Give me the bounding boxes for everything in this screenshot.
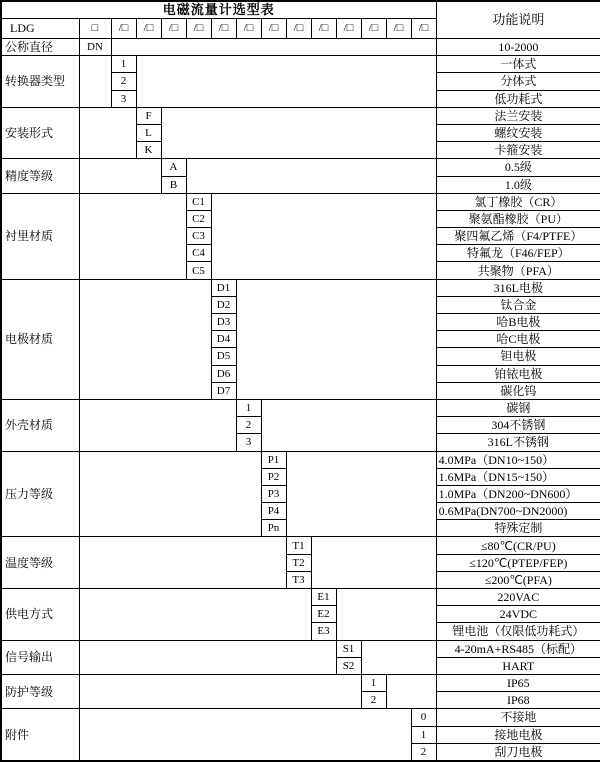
function-column-header: 功能说明 (436, 1, 600, 39)
spacer-cell (161, 107, 436, 159)
code-cell: P4 (261, 503, 286, 520)
desc-cell: 氯丁橡胶（CR） (436, 193, 600, 210)
spacer-cell (79, 56, 111, 108)
model-slot-cell: /□ (186, 19, 211, 39)
desc-cell: 4.0MPa（DN10~150） (436, 451, 600, 468)
code-cell: D3 (211, 314, 236, 331)
code-cell: T1 (286, 537, 311, 554)
code-cell: D7 (211, 382, 236, 399)
desc-cell: 24VDC (436, 606, 600, 623)
code-cell: B (161, 176, 186, 193)
code-cell: A (161, 159, 186, 176)
desc-cell: 0.5级 (436, 159, 600, 176)
desc-cell: 锂电池（仅限低功耗式） (436, 623, 600, 640)
spacer-cell (79, 279, 211, 399)
code-cell: C3 (186, 228, 211, 245)
desc-cell: 304不锈钢 (436, 417, 600, 434)
code-cell: P2 (261, 468, 286, 485)
desc-cell: 一体式 (436, 56, 600, 73)
category-label-converter-type: 转换器类型 (1, 56, 79, 108)
code-cell: P3 (261, 485, 286, 502)
desc-cell: 1.0级 (436, 176, 600, 193)
code-cell: D1 (211, 279, 236, 296)
code-cell: S1 (336, 640, 361, 657)
code-cell: E1 (311, 589, 336, 606)
desc-cell: 316L电极 (436, 279, 600, 296)
code-cell: 3 (111, 90, 136, 107)
code-cell: C2 (186, 210, 211, 227)
spacer-cell (79, 537, 286, 589)
code-cell: 2 (361, 692, 386, 709)
category-label-accessories: 附件 (1, 709, 79, 761)
code-cell: 2 (411, 743, 436, 761)
spacer-cell (79, 674, 361, 708)
desc-cell: 聚四氟乙烯（F4/PTFE） (436, 228, 600, 245)
code-cell: 1 (411, 726, 436, 743)
code-cell: S2 (336, 657, 361, 674)
category-label-protection-rating: 防护等级 (1, 674, 79, 708)
desc-cell: 螺纹安装 (436, 124, 600, 141)
desc-cell: 刮刀电极 (436, 743, 600, 761)
model-box-cell: □ (79, 19, 111, 39)
spacer-cell (261, 399, 436, 451)
desc-cell: 法兰安装 (436, 107, 600, 124)
desc-cell: 分体式 (436, 73, 600, 90)
model-slot-cell: /□ (386, 19, 411, 39)
desc-cell: ≤120℃(PTEP/FEP) (436, 554, 600, 571)
desc-cell: 哈C电极 (436, 331, 600, 348)
code-cell: 3 (236, 434, 261, 451)
desc-cell: 哈B电极 (436, 314, 600, 331)
model-slot-cell: /□ (286, 19, 311, 39)
desc-cell: 共聚物（PFA） (436, 262, 600, 279)
code-cell: E2 (311, 606, 336, 623)
desc-cell: 特殊定制 (436, 520, 600, 537)
category-label-pressure-rating: 压力等级 (1, 451, 79, 537)
desc-cell: 4-20mA+RS485（标配） (436, 640, 600, 657)
code-cell: 1 (236, 399, 261, 416)
spacer-cell (186, 159, 436, 193)
code-cell: D2 (211, 296, 236, 313)
desc-cell: 不接地 (436, 709, 600, 726)
code-cell: C5 (186, 262, 211, 279)
desc-cell: IP68 (436, 692, 600, 709)
code-cell: 1 (111, 56, 136, 73)
model-slot-cell: /□ (136, 19, 161, 39)
spacer-cell (136, 56, 436, 108)
model-slot-cell: /□ (361, 19, 386, 39)
desc-cell: 铂铱电极 (436, 365, 600, 382)
code-cell: 0 (411, 709, 436, 726)
model-slot-cell: /□ (261, 19, 286, 39)
category-label-housing-material: 外壳材质 (1, 399, 79, 451)
spacer-cell (79, 193, 186, 279)
desc-cell: HART (436, 657, 600, 674)
desc-cell: 10-2000 (436, 39, 600, 56)
category-label-nominal-diameter: 公称直径 (1, 39, 79, 56)
category-label-lining-material: 衬里材质 (1, 193, 79, 279)
desc-cell: IP65 (436, 674, 600, 691)
model-slot-cell: /□ (111, 19, 136, 39)
spacer-cell (336, 589, 436, 641)
desc-cell: 聚氨酯橡胶（PU） (436, 210, 600, 227)
spacer-cell (111, 39, 436, 56)
desc-cell: 碳钢 (436, 399, 600, 416)
model-slot-cell: /□ (311, 19, 336, 39)
code-cell: Pn (261, 520, 286, 537)
code-cell: L (136, 124, 161, 141)
desc-cell: 钛合金 (436, 296, 600, 313)
code-cell: P1 (261, 451, 286, 468)
spacer-cell (79, 451, 261, 537)
code-cell: 2 (111, 73, 136, 90)
desc-cell: 特氟龙（F46/FEP） (436, 245, 600, 262)
code-cell: F (136, 107, 161, 124)
model-prefix-cell: LDG (1, 19, 79, 39)
desc-cell: 1.6MPa（DN15~150） (436, 468, 600, 485)
spacer-cell (79, 159, 161, 193)
desc-cell: 1.0MPa（DN200~DN600） (436, 485, 600, 502)
category-label-accuracy-class: 精度等级 (1, 159, 79, 193)
code-cell: T2 (286, 554, 311, 571)
model-slot-cell: /□ (211, 19, 236, 39)
code-cell: DN (79, 39, 111, 56)
spacer-cell (79, 709, 411, 761)
category-label-temperature-rating: 温度等级 (1, 537, 79, 589)
category-label-installation-type: 安装形式 (1, 107, 79, 159)
desc-cell: ≤200℃(PFA) (436, 571, 600, 588)
desc-cell: 低功耗式 (436, 90, 600, 107)
spacer-cell (79, 589, 311, 641)
code-cell: 2 (236, 417, 261, 434)
code-cell: D4 (211, 331, 236, 348)
spacer-cell (79, 107, 136, 159)
desc-cell: 碳化钨 (436, 382, 600, 399)
model-slot-cell: /□ (236, 19, 261, 39)
spacer-cell (79, 399, 236, 451)
code-cell: C1 (186, 193, 211, 210)
desc-cell: 220VAC (436, 589, 600, 606)
code-cell: D6 (211, 365, 236, 382)
code-cell: 1 (361, 674, 386, 691)
code-cell: T3 (286, 571, 311, 588)
desc-cell: 钽电极 (436, 348, 600, 365)
code-cell: K (136, 142, 161, 159)
desc-cell: ≤80℃(CR/PU) (436, 537, 600, 554)
model-slot-cell: /□ (336, 19, 361, 39)
category-label-electrode-material: 电极材质 (1, 279, 79, 399)
code-cell: D5 (211, 348, 236, 365)
category-label-signal-output: 信号输出 (1, 640, 79, 674)
category-label-power-supply: 供电方式 (1, 589, 79, 641)
desc-cell: 接地电极 (436, 726, 600, 743)
spacer-cell (361, 640, 436, 674)
spacer-cell (311, 537, 436, 589)
desc-cell: 0.6MPa(DN700~DN2000) (436, 503, 600, 520)
table-title: 电磁流量计选型表 (1, 1, 436, 19)
model-slot-cell: /□ (161, 19, 186, 39)
spacer-cell (236, 279, 436, 399)
spacer-cell (211, 193, 436, 279)
code-cell: C4 (186, 245, 211, 262)
spacer-cell (386, 674, 436, 708)
model-slot-cell: /□ (411, 19, 436, 39)
spacer-cell (79, 640, 336, 674)
desc-cell: 316L不锈钢 (436, 434, 600, 451)
code-cell: E3 (311, 623, 336, 640)
spacer-cell (286, 451, 436, 537)
desc-cell: 卡箍安装 (436, 142, 600, 159)
